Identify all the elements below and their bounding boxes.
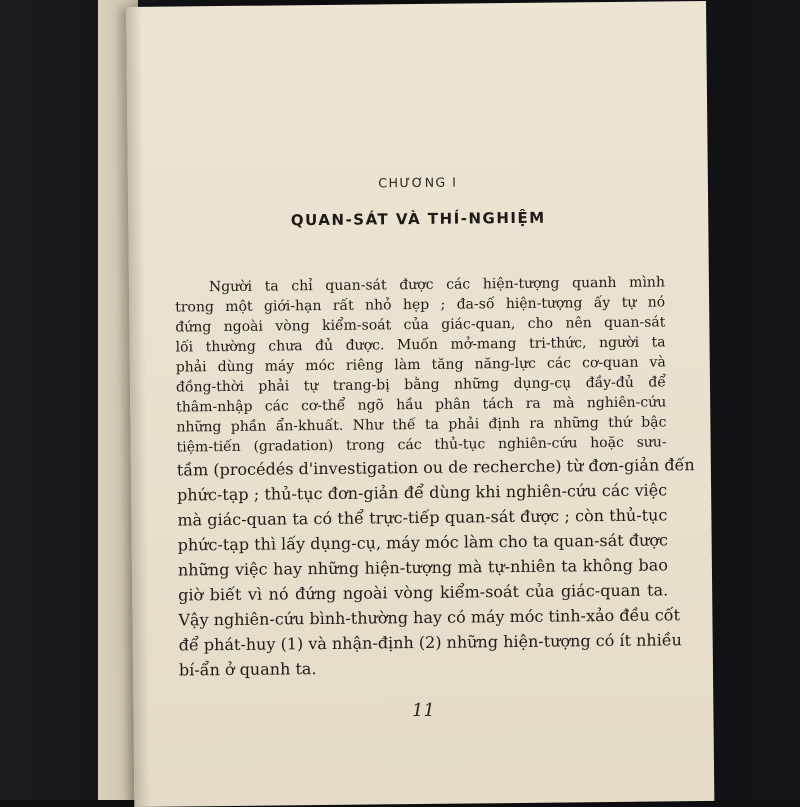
text-line: lối thường chưa đủ được. Muốn mở-mang tri-thức, người ta: [175, 334, 666, 356]
text-line: đứng ngoài vòng kiểm-soát của giác-quan, cho nên quan-sát: [175, 314, 666, 336]
text-line: phức-tạp thì lấy dụng-cụ, máy móc làm cho ta quan-sát được: [177, 530, 669, 555]
text-line: Vậy nghiên-cứu bình-thường hay có máy móc tinh-xảo đều cốt: [178, 605, 681, 630]
text-line: Người ta chỉ quan-sát được các hiện-tượng quanh mình: [208, 274, 666, 296]
text-line: những phần ẩn-khuất. Như thế ta phải định ra những thứ bậc: [176, 414, 667, 436]
body-paragraph: [175, 272, 695, 682]
text-line: phải dùng máy móc riêng làm tăng năng-lực các cơ-quan và: [175, 354, 666, 376]
text-line: phức-tạp ; thủ-tục đơn-giản để dùng khi nghiên-cứu các việc: [177, 480, 668, 505]
text-line: những việc hay những hiện-tượng mà tự-nhiên ta không bao: [177, 555, 668, 580]
text-line: bí-ẩn ở quanh ta.: [178, 659, 317, 680]
chapter-title: QUAN-SÁT VÀ THÍ-NGHIỆM: [290, 208, 546, 230]
chapter-label: CHƯƠNG I: [378, 174, 458, 191]
text-line: trong một giới-hạn rất nhỏ hẹp ; đa-số hiện-tượng ấy tự nó: [175, 294, 666, 316]
text-line: mà giác-quan ta có thể trực-tiếp quan-sát được ; còn thủ-tục: [177, 505, 668, 530]
text-line: tầm (procédés d'investigation ou de recherche) từ đơn-giản đến: [176, 455, 695, 480]
text-line: tiệm-tiến (gradation) trong các thủ-tục nghiên-cứu hoặc sưu-: [176, 434, 667, 456]
text-line: thâm-nhập các cơ-thể ngõ hầu phân tách ra mà nghiên-cứu: [176, 394, 667, 416]
text-line: giờ biết vì nó đứng ngoài vòng kiểm-soát của giác-quan ta.: [178, 580, 669, 605]
page-number: 11: [411, 699, 435, 722]
book-page: [126, 1, 714, 807]
text-line: đồng-thời phải tự trang-bị bằng những dụng-cụ đầy-đủ để: [175, 374, 667, 396]
text-line: để phát-huy (1) và nhận-định (2) những hiện-tượng có ít nhiều: [178, 630, 683, 655]
